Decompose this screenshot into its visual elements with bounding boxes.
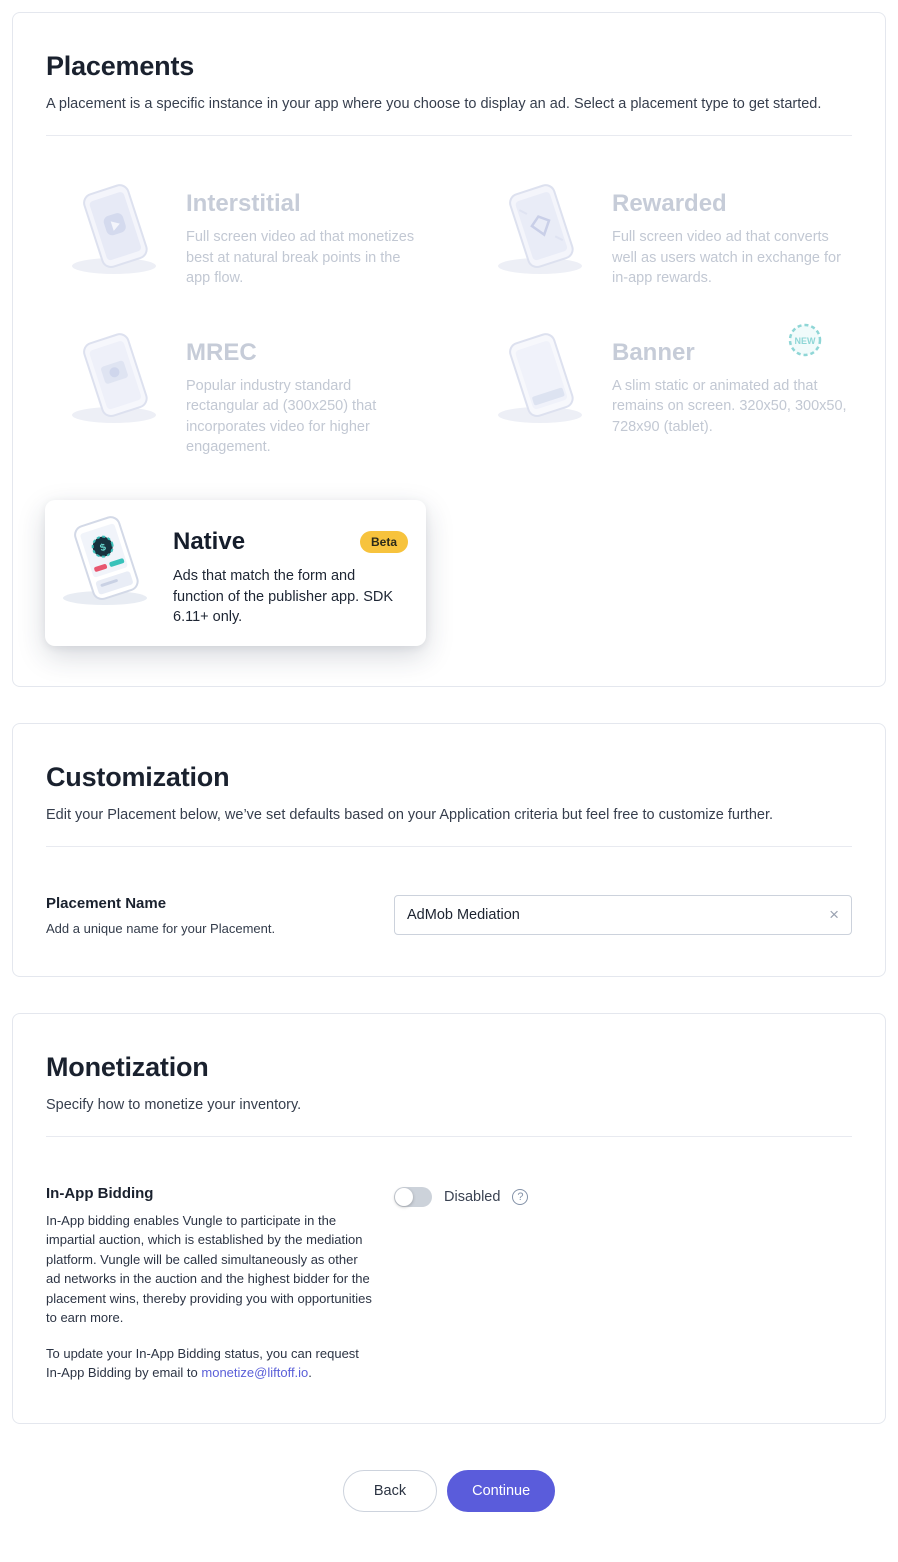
monetization-title: Monetization [46,1051,209,1082]
placement-name-label: Placement Name [46,894,167,912]
interstitial-phone-icon [60,182,172,283]
placement-type-rewarded[interactable] [472,182,852,289]
svg-text:NEW: NEW [794,335,816,346]
placement-type-description: Ads that match the form and function of the publisher app. SDK 6.11+ only. [173,568,394,626]
banner-phone-icon [486,331,598,432]
back-button[interactable]: Back [343,1470,437,1512]
placement-type-title: MREC [186,338,257,366]
in-app-bidding-request: To update your In-App Bidding status, you can request In-App Bidding by email to monetize@liftoff.io. [46,1345,359,1381]
placement-type-title: Rewarded [612,190,727,218]
clear-input-icon[interactable]: × [829,905,839,925]
placement-type-description: Popular industry standard rectangular ad (300x250) that incorporates video for higher engagement. [186,377,377,456]
svg-text:$: $ [98,542,108,555]
placements-card [12,12,886,687]
in-app-bidding-label: In-App Bidding [46,1184,154,1202]
placements-title: Placements [46,51,195,81]
customization-card [12,723,886,977]
divider [46,135,852,136]
native-phone-icon [53,516,161,613]
placement-name-help: Add a unique name for your Placement. [46,920,276,936]
monetization-card [12,1013,886,1424]
placement-type-interstitial[interactable] [46,182,426,289]
divider [46,846,852,847]
in-app-bidding-status: Disabled [444,1188,501,1205]
new-badge [786,321,824,364]
customization-title: Customization [46,761,230,792]
customization-subtitle: Edit your Placement below, we’ve set defaults based on your Application criteria but feel free to customize further. [46,806,774,823]
placements-subtitle: A placement is a specific instance in your app where you choose to display an ad. Select a placement type to get started. [46,96,822,112]
in-app-bidding-description: In-App bidding enables Vungle to participate in the impartial auction, which is established by the mediation platform. Vungle will be called simultaneously as other ad networks in the auction and the highest bidder for the placement wins, thereby providing you with opportunities to earn more. [46,1212,372,1326]
continue-button[interactable]: Continue [447,1470,555,1512]
rewarded-phone-icon [486,182,598,283]
in-app-bidding-toggle[interactable] [394,1187,432,1207]
placement-type-description: A slim static or animated ad that remains on screen. 320x50, 300x50, 728x90 (tablet). [612,377,847,435]
footer-actions [12,1460,886,1532]
placement-type-description: Full screen video ad that converts well as users watch in exchange for in-app rewards. [612,229,841,287]
placement-type-title: Banner [612,338,695,366]
placement-type-description: Full screen video ad that monetizes best at natural break points in the app flow. [186,229,415,287]
monetize-email-link[interactable]: monetize@liftoff.io [201,1365,309,1381]
divider [46,1136,852,1137]
monetization-subtitle: Specify how to monetize your inventory. [46,1096,302,1113]
beta-badge: Beta [360,531,408,553]
placement-type-mrec[interactable] [46,331,426,458]
placement-type-grid [46,144,852,646]
placement-name-row [46,855,852,936]
mrec-phone-icon [60,331,172,432]
placement-name-input[interactable] [407,907,821,923]
placement-type-title: Interstitial [186,190,301,218]
placement-type-banner[interactable] [472,331,852,458]
in-app-bidding-row [46,1145,852,1383]
help-icon[interactable]: ? [512,1189,528,1205]
placement-type-title: Native [173,528,246,556]
placement-name-input-wrap [394,895,852,935]
placement-type-native[interactable] [45,500,426,646]
